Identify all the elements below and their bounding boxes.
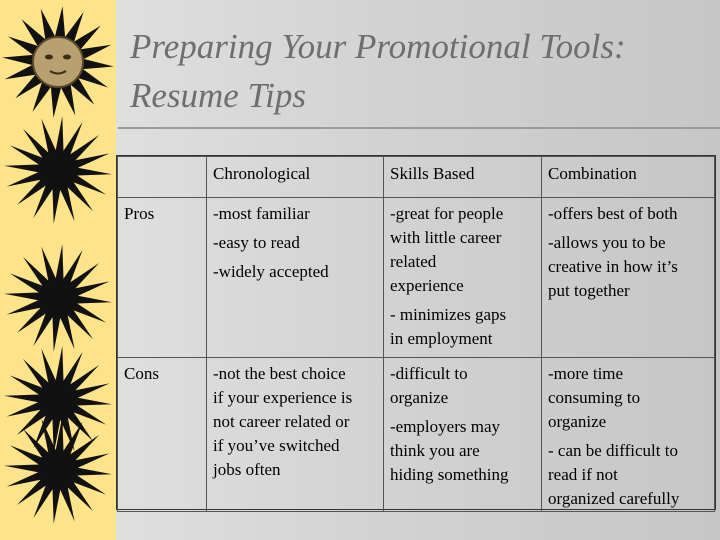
sun-icon — [4, 116, 112, 224]
header-combination: Combination — [542, 157, 715, 198]
cell-line: -great for people — [390, 204, 504, 223]
slide-title — [130, 22, 710, 120]
cell-line: -most familiar — [213, 204, 310, 223]
sun-icon — [4, 244, 112, 352]
cell-line: in employment — [390, 329, 493, 348]
cons-combination-cell — [542, 358, 715, 512]
cell-line: -more time — [548, 364, 624, 383]
cell-line: experience — [390, 276, 464, 295]
cell-line: think you are — [390, 441, 480, 460]
cell-line: -easy to read — [213, 233, 300, 252]
pros-skills-based-cell — [384, 198, 542, 358]
cell-line: -offers best of both — [548, 204, 678, 223]
cell-line: -difficult to — [390, 364, 468, 383]
cell-line: creative in how it’s — [548, 257, 678, 276]
pros-combination-cell — [542, 198, 715, 358]
cell-line: read if not — [548, 465, 618, 484]
cell-line: organize — [390, 388, 449, 407]
header-skills-based: Skills Based — [384, 157, 542, 198]
cell-line: - minimizes gaps — [390, 305, 507, 324]
title-line-1: Preparing Your Promotional Tools: — [130, 27, 626, 66]
resume-comparison-table — [116, 155, 716, 510]
table-row-cons — [118, 358, 715, 512]
cell-line: put together — [548, 281, 630, 300]
cell-line: if you’ve switched — [213, 436, 340, 455]
cons-skills-based-cell — [384, 358, 542, 512]
sun-face-icon — [2, 6, 114, 118]
cell-line: -not the best choice — [213, 364, 346, 383]
cell-line: consuming to — [548, 388, 641, 407]
sun-decorations — [0, 0, 116, 540]
cell-line: jobs often — [213, 460, 281, 479]
title-line-2: Resume Tips — [130, 76, 306, 115]
cell-line: with little career — [390, 228, 502, 247]
cell-line: -allows you to be — [548, 233, 666, 252]
cell-line: not career related or — [213, 412, 350, 431]
cell-line: - can be difficult to — [548, 441, 678, 460]
header-chronological: Chronological — [207, 157, 384, 198]
row-label-cons: Cons — [118, 358, 207, 512]
table-row-pros — [118, 198, 715, 358]
decorative-sidebar — [0, 0, 116, 540]
pros-chronological-cell — [207, 198, 384, 358]
header-empty-cell — [118, 157, 207, 198]
title-divider — [118, 127, 720, 129]
cons-chronological-cell — [207, 358, 384, 512]
header-row — [118, 157, 715, 198]
cell-line: organize — [548, 412, 607, 431]
cell-line: -employers may — [390, 417, 500, 436]
cell-line: if your experience is — [213, 388, 353, 407]
row-label-pros: Pros — [118, 198, 207, 358]
cell-line: related — [390, 252, 437, 271]
cell-line: -widely accepted — [213, 262, 329, 281]
cell-line: organized carefully — [548, 489, 680, 508]
cell-line: hiding something — [390, 465, 509, 484]
